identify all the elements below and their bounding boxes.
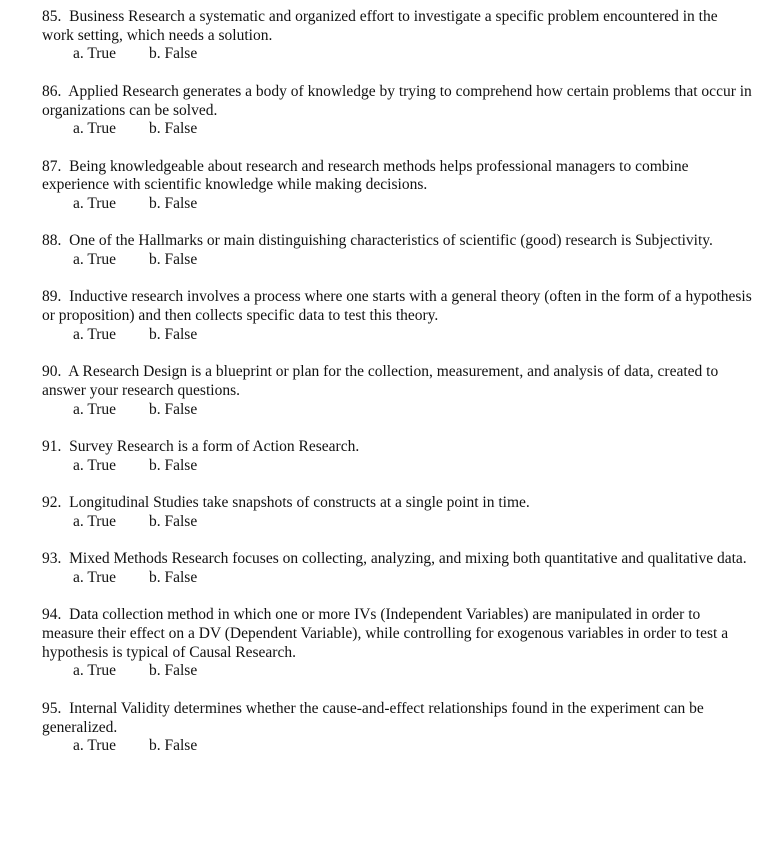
option-true[interactable]: a. True xyxy=(73,325,117,343)
option-true[interactable]: a. True xyxy=(73,456,117,474)
question-text: Survey Research is a form of Action Research. xyxy=(69,438,360,456)
option-false[interactable]: b. False xyxy=(149,512,198,530)
answer-options xyxy=(73,195,752,214)
option-true[interactable]: a. True xyxy=(73,120,117,138)
question-number: 85. xyxy=(42,8,62,25)
question-stem xyxy=(42,363,752,400)
question-number: 89. xyxy=(42,288,62,306)
answer-options xyxy=(73,120,752,139)
option-false[interactable]: b. False xyxy=(149,195,198,212)
question-text: Business Research a systematic and organized effort to investigate a specific problem encountered in the work setting, which needs a solution. xyxy=(42,8,718,44)
question-item xyxy=(42,700,752,756)
question-text: Data collection method in which one or more IVs (Independent Variables) are manipulated in order to measure their effect on a DV (Dependent Variable), while controlling for exogenous variables in order to test a hypothesis is typical of Causal Research. xyxy=(42,606,729,661)
question-item xyxy=(42,550,752,587)
question-text: A Research Design is a blueprint or plan for the collection, measurement, and analysis of data, created to answer your research questions. xyxy=(42,363,719,399)
option-false[interactable]: b. False xyxy=(149,400,198,418)
answer-options xyxy=(73,513,752,532)
option-false[interactable]: b. False xyxy=(149,120,198,138)
option-false[interactable]: b. False xyxy=(149,568,198,586)
question-text: One of the Hallmarks or main distinguishing characteristics of scientific (good) research is Subjectivity. xyxy=(69,232,713,250)
option-false[interactable]: b. False xyxy=(149,737,198,755)
option-true[interactable]: a. True xyxy=(73,568,117,586)
question-stem xyxy=(42,158,752,195)
option-false[interactable]: b. False xyxy=(149,251,198,269)
answer-options xyxy=(73,737,752,756)
question-item xyxy=(42,438,752,475)
question-stem xyxy=(42,438,752,457)
question-stem xyxy=(42,700,752,737)
question-item xyxy=(42,288,752,344)
question-stem xyxy=(42,232,752,251)
question-item xyxy=(42,606,752,681)
option-false[interactable]: b. False xyxy=(149,662,198,680)
question-stem xyxy=(42,494,752,513)
question-number: 86. xyxy=(42,82,62,100)
answer-options xyxy=(73,326,752,345)
question-stem xyxy=(42,606,752,662)
question-text: Longitudinal Studies take snapshots of constructs at a single point in time. xyxy=(69,494,530,512)
option-true[interactable]: a. True xyxy=(73,195,117,212)
question-text: Mixed Methods Research focuses on collecting, analyzing, and mixing both quantitative and qualitative data. xyxy=(69,550,747,568)
question-text: Inductive research involves a process where one starts with a general theory (often in the form of a hypothesis or proposition) and then collects specific data to test this theory. xyxy=(42,288,752,325)
question-stem xyxy=(42,8,752,45)
question-number: 87. xyxy=(42,157,62,175)
option-false[interactable]: b. False xyxy=(149,456,198,474)
answer-options xyxy=(73,251,752,270)
question-item xyxy=(42,83,752,139)
answer-options xyxy=(73,662,752,681)
answer-options xyxy=(73,401,752,420)
question-number: 94. xyxy=(42,606,62,624)
question-stem xyxy=(42,83,752,120)
question-item xyxy=(42,158,752,214)
option-true[interactable]: a. True xyxy=(73,45,117,63)
question-stem xyxy=(42,550,752,569)
question-item xyxy=(42,494,752,531)
question-item xyxy=(42,8,752,64)
option-true[interactable]: a. True xyxy=(73,737,117,755)
option-true[interactable]: a. True xyxy=(73,251,117,269)
answer-options xyxy=(73,457,752,476)
option-false[interactable]: b. False xyxy=(149,325,198,343)
question-text: Applied Research generates a body of knowledge by trying to comprehend how certain problems that occur in organizations can be solved. xyxy=(42,82,752,119)
question-number: 88. xyxy=(42,232,62,250)
question-number: 93. xyxy=(42,550,62,568)
question-number: 92. xyxy=(42,494,62,512)
option-true[interactable]: a. True xyxy=(73,662,117,680)
question-item xyxy=(42,363,752,419)
question-stem xyxy=(42,288,752,325)
option-false[interactable]: b. False xyxy=(149,45,198,63)
question-number: 90. xyxy=(42,363,62,381)
question-number: 95. xyxy=(42,699,62,717)
option-true[interactable]: a. True xyxy=(73,400,117,418)
answer-options xyxy=(73,45,752,64)
question-text: Being knowledgeable about research and research methods helps professional managers to combine experience with scientific knowledge while making decisions. xyxy=(42,157,689,194)
question-list xyxy=(42,8,752,775)
question-item xyxy=(42,232,752,269)
question-number: 91. xyxy=(42,438,62,456)
option-true[interactable]: a. True xyxy=(73,512,117,530)
question-text: Internal Validity determines whether the cause-and-effect relationships found in the experiment can be generalized. xyxy=(42,699,704,736)
answer-options xyxy=(73,569,752,588)
